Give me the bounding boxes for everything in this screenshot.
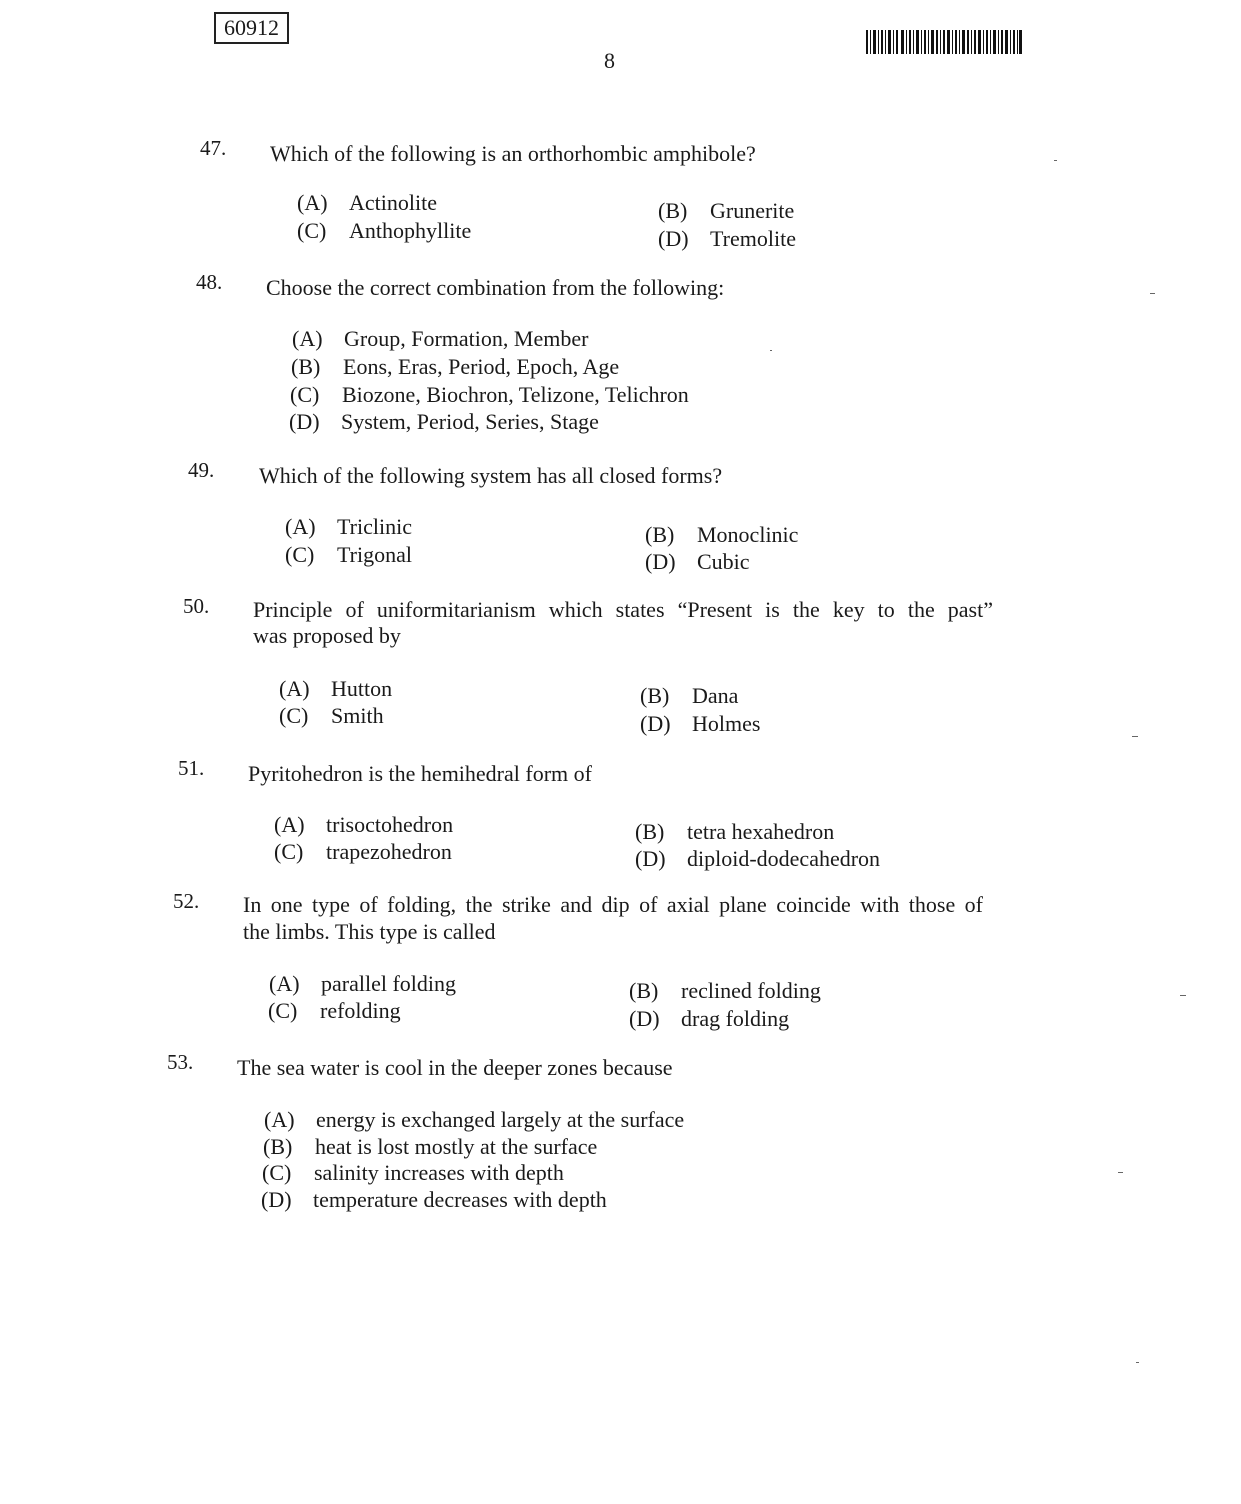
- question-text: Pyritohedron is the hemihedral form of: [248, 761, 592, 786]
- question-number: 53.: [167, 1050, 194, 1074]
- scan-speck: [770, 350, 772, 351]
- page-number: 8: [604, 48, 615, 73]
- option-a: (A) parallel folding: [269, 971, 457, 996]
- option-d: (D) diploid-dodecahedron: [635, 846, 881, 871]
- question-number: 52.: [173, 889, 200, 913]
- question-number: 49.: [188, 458, 215, 482]
- question-text: Which of the following is an orthorhombic amphibole?: [270, 141, 756, 166]
- option-a: (A) trisoctohedron: [274, 812, 454, 837]
- option-d: (D) Cubic: [645, 549, 750, 574]
- question-text-line-2: was proposed by: [253, 623, 401, 648]
- question-text-line-1: In one type of folding, the strike and dip of axial plane coincide with those of: [243, 892, 983, 917]
- option-c: (C) Anthophyllite: [297, 218, 472, 243]
- option-b: (B) heat is lost mostly at the surface: [263, 1134, 598, 1159]
- question-number: 51.: [178, 756, 205, 780]
- question-text-line-2: the limbs. This type is called: [243, 919, 496, 944]
- question-text: Choose the correct combination from the following:: [266, 275, 725, 300]
- option-d: (D) temperature decreases with depth: [261, 1187, 607, 1212]
- option-a: (A) Triclinic: [285, 514, 412, 539]
- option-d: (D) drag folding: [629, 1006, 790, 1031]
- option-c: (C) Smith: [279, 703, 384, 728]
- option-c: (C) Biozone, Biochron, Telizone, Telichron: [290, 382, 689, 407]
- scan-speck: [1136, 1362, 1139, 1363]
- question-number: 48.: [196, 270, 223, 294]
- option-c: (C) trapezohedron: [274, 839, 452, 864]
- question-number: 47.: [200, 136, 227, 160]
- option-b: (B) Dana: [640, 683, 739, 708]
- option-c: (C) salinity increases with depth: [262, 1160, 564, 1185]
- question-text-line-1: Principle of uniformitarianism which states “Present is the key to the past”: [253, 597, 993, 622]
- option-d: (D) System, Period, Series, Stage: [289, 409, 599, 434]
- option-d: (D) Holmes: [640, 711, 761, 736]
- option-a: (A) energy is exchanged largely at the surface: [264, 1107, 685, 1132]
- option-a: (A) Group, Formation, Member: [292, 326, 589, 351]
- scan-speck: [1132, 736, 1138, 737]
- option-a: (A) Hutton: [279, 676, 393, 701]
- question-number: 50.: [183, 594, 210, 618]
- scan-speck: [1150, 293, 1155, 294]
- option-b: (B) Grunerite: [658, 198, 795, 223]
- option-a: (A) Actinolite: [297, 190, 437, 215]
- scan-speck: [1180, 995, 1186, 996]
- barcode-icon: [866, 30, 1022, 54]
- option-c: (C) refolding: [268, 998, 401, 1023]
- question-text: The sea water is cool in the deeper zones because: [237, 1055, 673, 1080]
- paper-code-box: 60912: [214, 12, 289, 44]
- option-c: (C) Trigonal: [285, 542, 412, 567]
- option-b: (B) tetra hexahedron: [635, 819, 835, 844]
- option-b: (B) reclined folding: [629, 978, 821, 1003]
- option-d: (D) Tremolite: [658, 226, 796, 251]
- option-b: (B) Monoclinic: [645, 522, 799, 547]
- scan-speck: [1118, 1172, 1123, 1173]
- scan-speck: [1054, 160, 1057, 161]
- option-b: (B) Eons, Eras, Period, Epoch, Age: [291, 354, 620, 379]
- question-text: Which of the following system has all closed forms?: [259, 463, 723, 488]
